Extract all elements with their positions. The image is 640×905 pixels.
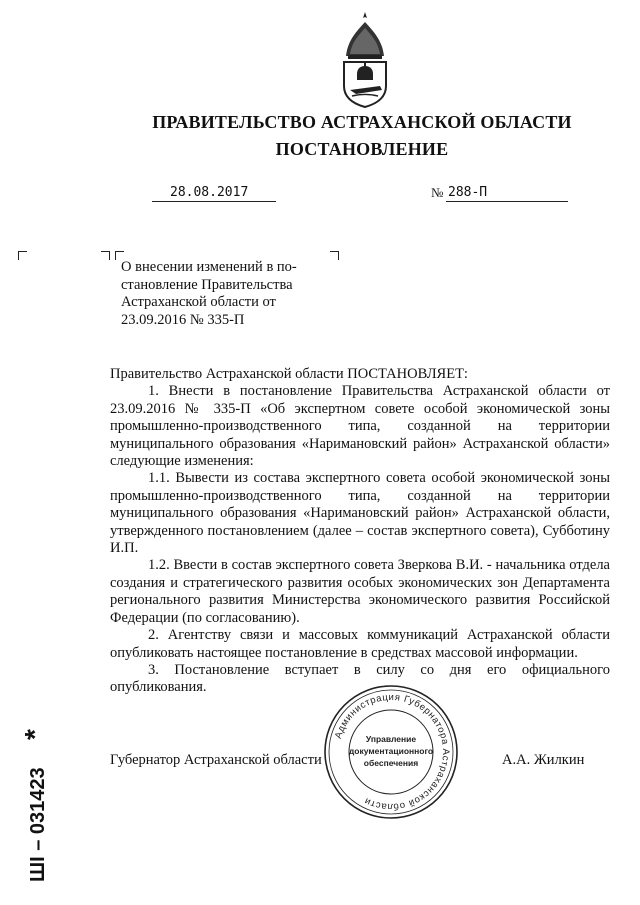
stamp-center-line: обеспечения [363,758,419,768]
subject-line: Астраханской области от [121,294,276,310]
subject-line: 23.09.2016 № 335-П [121,311,245,328]
serial-number [14,706,54,886]
document-date: 28.08.2017 [152,186,276,202]
serial-number-text: ШI – 031423 [27,767,49,882]
subject-line: О внесении изменений в по- [121,259,297,275]
signer-name: А.А. Жилкин [502,752,585,768]
signer-position: Губернатор Астраханской области [110,752,322,768]
paragraph-1-2: 1.2. Ввести в состав экспертного совета Зверкова В.И. - начальника отдела создания и стратегического развития особых экономических зон Департамента регионального развития Министерства экономического развития Российской Федерации (по согласованию). [110,557,610,626]
document-body [110,366,610,697]
stamp-center-line: документационного [348,746,434,756]
paragraph-2: 2. Агентству связи и массовых коммуникаций Астраханской области опубликовать настоящее постановление в средствах массовой информации. [110,627,610,661]
document-number: 288-П [446,186,568,202]
paragraph-3: 3. Постановление вступает в силу со дня его официального опубликования. [110,661,610,696]
paragraph-1: 1. Внести в постановление Правительства Астраханской области от 23.09.2016 № 335-П «Об экспертном совете особой экономической зоны промышленно-производственного типа, созданной на территории муниципального образования «Наримановский район» Астраханской области» следующие изменения: [110,383,610,470]
coat-of-arms-emblem [338,10,392,108]
preamble: Правительство Астраханской области ПОСТАНОВЛЯЕТ: [110,366,468,382]
stamp-center-line: Управление [365,734,417,744]
document-type-title: ПОСТАНОВЛЕНИЕ [275,139,449,159]
document-subject [121,259,321,329]
serial-asterisk: * [19,729,50,740]
corner-mark [330,251,339,260]
corner-mark [18,251,27,260]
number-sign: № [431,185,444,200]
official-stamp [322,684,460,820]
paragraph-1-1: 1.1. Вывести из состава экспертного совета особой экономической зоны промышленно-производственного типа, созданной на территории муниципального образования «Наримановский район» Астраханской области, утвержденного постановлением (далее – состав экспертного совета), Субботину И.П. [110,470,610,557]
corner-mark [101,251,110,260]
government-title: ПРАВИТЕЛЬСТВО АСТРАХАНСКОЙ ОБЛАСТИ [152,112,572,132]
subject-line: становление Правительства [121,276,293,293]
stamp-ring-text: Администрация Губернатора Астраханской области [332,691,452,813]
